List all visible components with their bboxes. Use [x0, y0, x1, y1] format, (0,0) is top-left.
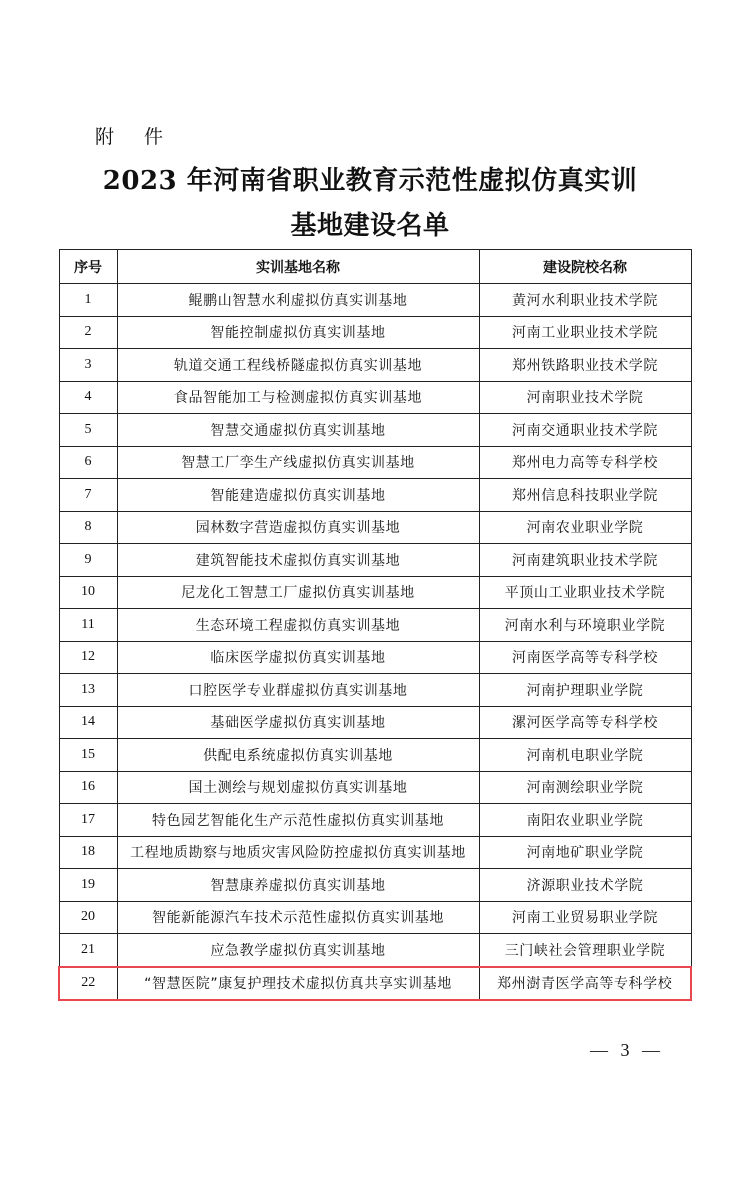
table-row [59, 934, 691, 967]
base-name-cell: 智能建造虚拟仿真实训基地 [117, 479, 479, 512]
row-index-cell: 15 [59, 739, 117, 772]
base-name-cell: 临床医学虚拟仿真实训基地 [117, 641, 479, 674]
institution-cell: 河南地矿职业学院 [479, 836, 691, 869]
institution-cell: 三门峡社会管理职业学院 [479, 934, 691, 967]
table-row [59, 349, 691, 382]
base-name-cell: 供配电系统虚拟仿真实训基地 [117, 739, 479, 772]
row-index-cell: 20 [59, 901, 117, 934]
attachment-label: 附 件 [95, 126, 176, 148]
base-name-cell: 国土测绘与规划虚拟仿真实训基地 [117, 771, 479, 804]
institution-cell: 平顶山工业职业技术学院 [479, 576, 691, 609]
institution-cell: 漯河医学高等专科学校 [479, 706, 691, 739]
row-index-cell: 4 [59, 381, 117, 414]
table-row [59, 609, 691, 642]
institution-cell: 郑州铁路职业技术学院 [479, 349, 691, 382]
table-row [59, 381, 691, 414]
row-index-cell: 9 [59, 544, 117, 577]
base-name-cell: 智慧工厂孪生产线虚拟仿真实训基地 [117, 446, 479, 479]
institution-cell: 郑州信息科技职业学院 [479, 479, 691, 512]
training-base-table [58, 249, 692, 1001]
row-index-cell: 16 [59, 771, 117, 804]
table-row [59, 706, 691, 739]
institution-cell: 河南水利与环境职业学院 [479, 609, 691, 642]
table-header-row [59, 250, 691, 284]
institution-cell: 济源职业技术学院 [479, 869, 691, 902]
table-row [59, 576, 691, 609]
row-index-cell: 1 [59, 284, 117, 317]
table-row [59, 316, 691, 349]
base-name-cell: “智慧医院”康复护理技术虚拟仿真共享实训基地 [117, 967, 479, 1001]
base-name-cell: 尼龙化工智慧工厂虚拟仿真实训基地 [117, 576, 479, 609]
base-name-cell: 特色园艺智能化生产示范性虚拟仿真实训基地 [117, 804, 479, 837]
table-row [59, 284, 691, 317]
document-title-line1: 2023 年河南省职业教育示范性虚拟仿真实训 [102, 166, 638, 196]
base-name-cell: 应急教学虚拟仿真实训基地 [117, 934, 479, 967]
institution-cell: 河南建筑职业技术学院 [479, 544, 691, 577]
row-index-cell: 8 [59, 511, 117, 544]
table-row [59, 544, 691, 577]
institution-cell: 河南农业职业学院 [479, 511, 691, 544]
row-index-cell: 6 [59, 446, 117, 479]
table-row [59, 901, 691, 934]
row-index-cell: 21 [59, 934, 117, 967]
institution-cell: 南阳农业职业学院 [479, 804, 691, 837]
row-index-cell: 3 [59, 349, 117, 382]
institution-cell: 河南职业技术学院 [479, 381, 691, 414]
table-row [59, 511, 691, 544]
row-index-cell: 2 [59, 316, 117, 349]
institution-cell: 河南测绘职业学院 [479, 771, 691, 804]
base-name-cell: 食品智能加工与检测虚拟仿真实训基地 [117, 381, 479, 414]
row-index-cell: 5 [59, 414, 117, 447]
row-index-cell: 10 [59, 576, 117, 609]
table-row [59, 739, 691, 772]
base-name-cell: 工程地质勘察与地质灾害风险防控虚拟仿真实训基地 [117, 836, 479, 869]
table-row-highlighted [59, 967, 691, 1001]
institution-cell: 黄河水利职业技术学院 [479, 284, 691, 317]
base-name-cell: 生态环境工程虚拟仿真实训基地 [117, 609, 479, 642]
row-index-cell: 14 [59, 706, 117, 739]
table-row [59, 479, 691, 512]
document-title-line2: 基地建设名单 [290, 211, 450, 241]
base-name-cell: 建筑智能技术虚拟仿真实训基地 [117, 544, 479, 577]
base-name-cell: 园林数字营造虚拟仿真实训基地 [117, 511, 479, 544]
base-name-cell: 基础医学虚拟仿真实训基地 [117, 706, 479, 739]
column-header-institution: 建设院校名称 [479, 250, 691, 284]
base-name-cell: 智慧交通虚拟仿真实训基地 [117, 414, 479, 447]
row-index-cell: 7 [59, 479, 117, 512]
row-index-cell: 17 [59, 804, 117, 837]
institution-cell: 郑州电力高等专科学校 [479, 446, 691, 479]
institution-cell: 河南医学高等专科学校 [479, 641, 691, 674]
row-index-cell: 19 [59, 869, 117, 902]
institution-cell: 河南护理职业学院 [479, 674, 691, 707]
column-header-index: 序号 [59, 250, 117, 284]
institution-cell: 河南工业贸易职业学院 [479, 901, 691, 934]
row-index-cell: 18 [59, 836, 117, 869]
base-name-cell: 智能新能源汽车技术示范性虚拟仿真实训基地 [117, 901, 479, 934]
table-row [59, 414, 691, 447]
row-index-cell: 13 [59, 674, 117, 707]
row-index-cell: 11 [59, 609, 117, 642]
table-row [59, 771, 691, 804]
base-name-cell: 口腔医学专业群虚拟仿真实训基地 [117, 674, 479, 707]
page-number: — 3 — [590, 1040, 664, 1060]
row-index-cell: 22 [59, 967, 117, 1001]
table-row [59, 869, 691, 902]
base-name-cell: 智能控制虚拟仿真实训基地 [117, 316, 479, 349]
row-index-cell: 12 [59, 641, 117, 674]
table-row [59, 836, 691, 869]
column-header-base-name: 实训基地名称 [117, 250, 479, 284]
institution-cell: 河南工业职业技术学院 [479, 316, 691, 349]
table-row [59, 674, 691, 707]
institution-cell: 郑州澍青医学高等专科学校 [479, 967, 691, 1001]
base-name-cell: 鲲鹏山智慧水利虚拟仿真实训基地 [117, 284, 479, 317]
table-row [59, 446, 691, 479]
base-name-cell: 智慧康养虚拟仿真实训基地 [117, 869, 479, 902]
table-row [59, 804, 691, 837]
base-name-cell: 轨道交通工程线桥隧虚拟仿真实训基地 [117, 349, 479, 382]
institution-cell: 河南机电职业学院 [479, 739, 691, 772]
table-row [59, 641, 691, 674]
institution-cell: 河南交通职业技术学院 [479, 414, 691, 447]
